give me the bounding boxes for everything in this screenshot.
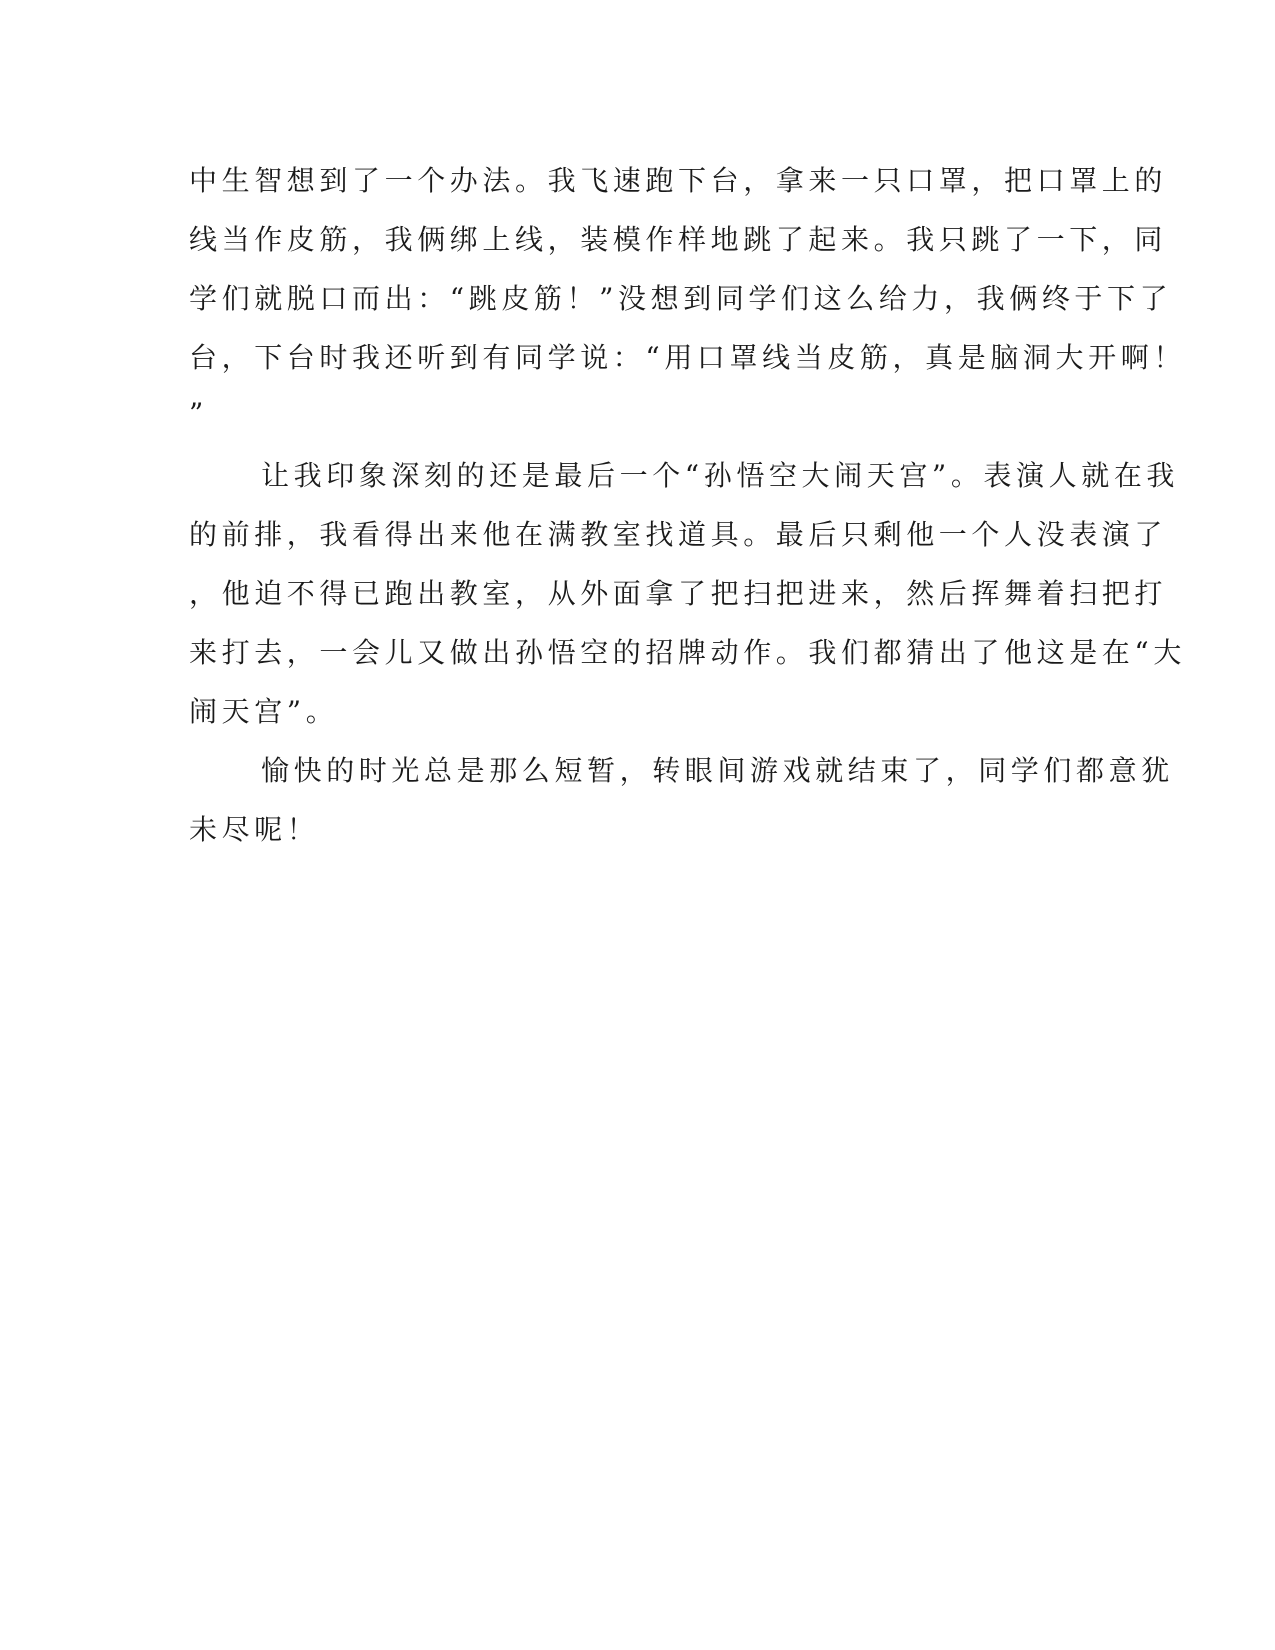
text-line: 的前排，我看得出来他在满教室找道具。最后只剩他一个人没表演了 xyxy=(189,518,1168,551)
text-line: 学们就脱口而出：“跳皮筋！”没想到同学们这么给力，我俩终于下了 xyxy=(189,282,1173,315)
text-line: 中生智想到了一个办法。我飞速跑下台，拿来一只口罩，把口罩上的 xyxy=(189,164,1168,197)
text-line: ” xyxy=(189,397,208,430)
text-line: 来打去，一会儿又做出孙悟空的招牌动作。我们都猜出了他这是在“大 xyxy=(189,636,1186,669)
text-line: 闹天宫”。 xyxy=(189,695,339,728)
text-line: 台，下台时我还听到有同学说：“用口罩线当皮筋，真是脑洞大开啊！ xyxy=(189,341,1186,374)
text-line: ，他迫不得已跑出教室，从外面拿了把扫把进来，然后挥舞着扫把打 xyxy=(189,577,1168,610)
text-line: 线当作皮筋，我俩绑上线，装模作样地跳了起来。我只跳了一下，同 xyxy=(189,223,1168,256)
text-line: 愉快的时光总是那么短暂，转眼间游戏就结束了，同学们都意犹 xyxy=(261,754,1174,787)
text-line: 让我印象深刻的还是最后一个“孙悟空大闹天宫”。表演人就在我 xyxy=(261,459,1180,492)
text-line: 未尽呢！ xyxy=(189,813,320,846)
